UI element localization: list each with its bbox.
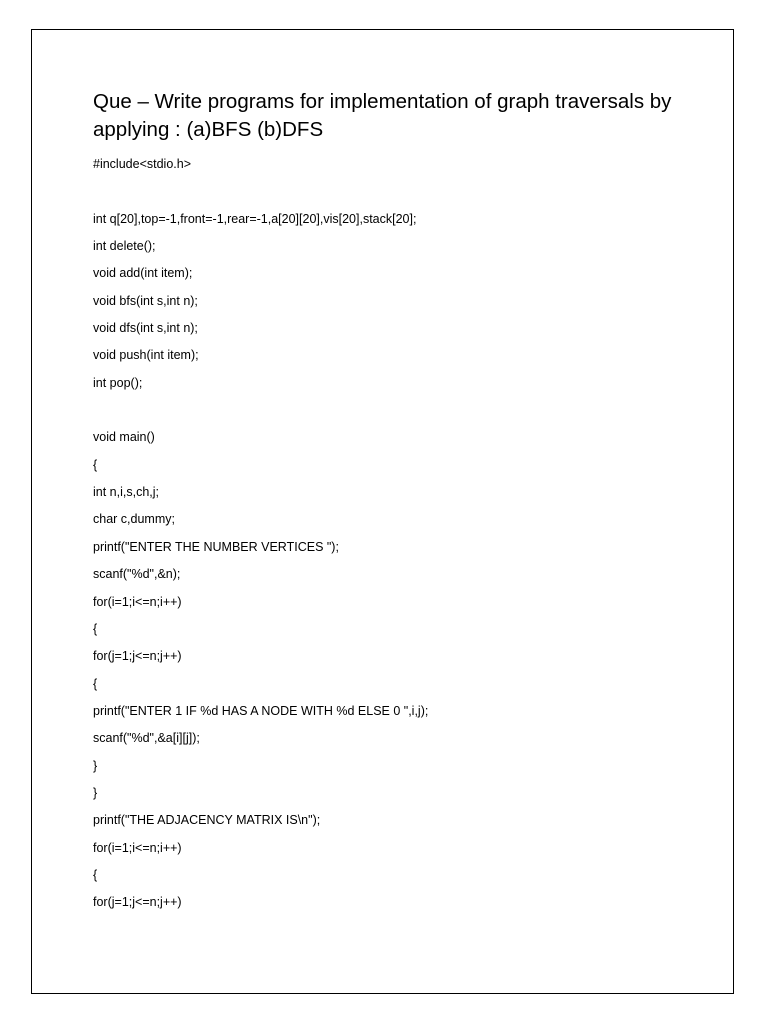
code-line: {	[93, 867, 98, 882]
code-line: char c,dummy;	[93, 512, 175, 527]
code-line: scanf("%d",&a[i][j]);	[93, 731, 200, 746]
code-line: void dfs(int s,int n);	[93, 321, 198, 336]
code-line: scanf("%d",&n);	[93, 567, 181, 582]
code-line: for(i=1;i<=n;i++)	[93, 594, 182, 609]
code-line: }	[93, 758, 98, 773]
code-line: for(j=1;j<=n;j++)	[93, 895, 182, 910]
code-line: {	[93, 457, 98, 472]
code-line: int delete();	[93, 239, 156, 254]
code-line: void bfs(int s,int n);	[93, 293, 198, 308]
code-line: void add(int item);	[93, 266, 193, 281]
code-block	[93, 151, 713, 917]
code-line: void main()	[93, 430, 155, 445]
code-line: {	[93, 621, 98, 636]
code-line: }	[93, 785, 98, 800]
code-line: printf("THE ADJACENCY MATRIX IS\n");	[93, 813, 321, 828]
code-line: printf("ENTER 1 IF %d HAS A NODE WITH %d ELSE 0 ",i,j);	[93, 703, 429, 718]
code-line: #include<stdio.h>	[93, 157, 191, 171]
question-title: Que – Write programs for implementation of graph traversals by applying : (a)BFS (b)DFS	[93, 90, 672, 141]
code-line: int q[20],top=-1,front=-1,rear=-1,a[20][20],vis[20],stack[20];	[93, 211, 417, 226]
code-line	[93, 178, 713, 205]
code-line: for(i=1;i<=n;i++)	[93, 840, 182, 855]
code-line: int pop();	[93, 375, 143, 390]
code-line: for(j=1;j<=n;j++)	[93, 649, 182, 664]
code-line: int n,i,s,ch,j;	[93, 485, 159, 500]
code-line: printf("ENTER THE NUMBER VERTICES ");	[93, 539, 339, 554]
code-line: void push(int item);	[93, 348, 199, 363]
code-line: {	[93, 676, 98, 691]
code-line	[93, 397, 713, 424]
